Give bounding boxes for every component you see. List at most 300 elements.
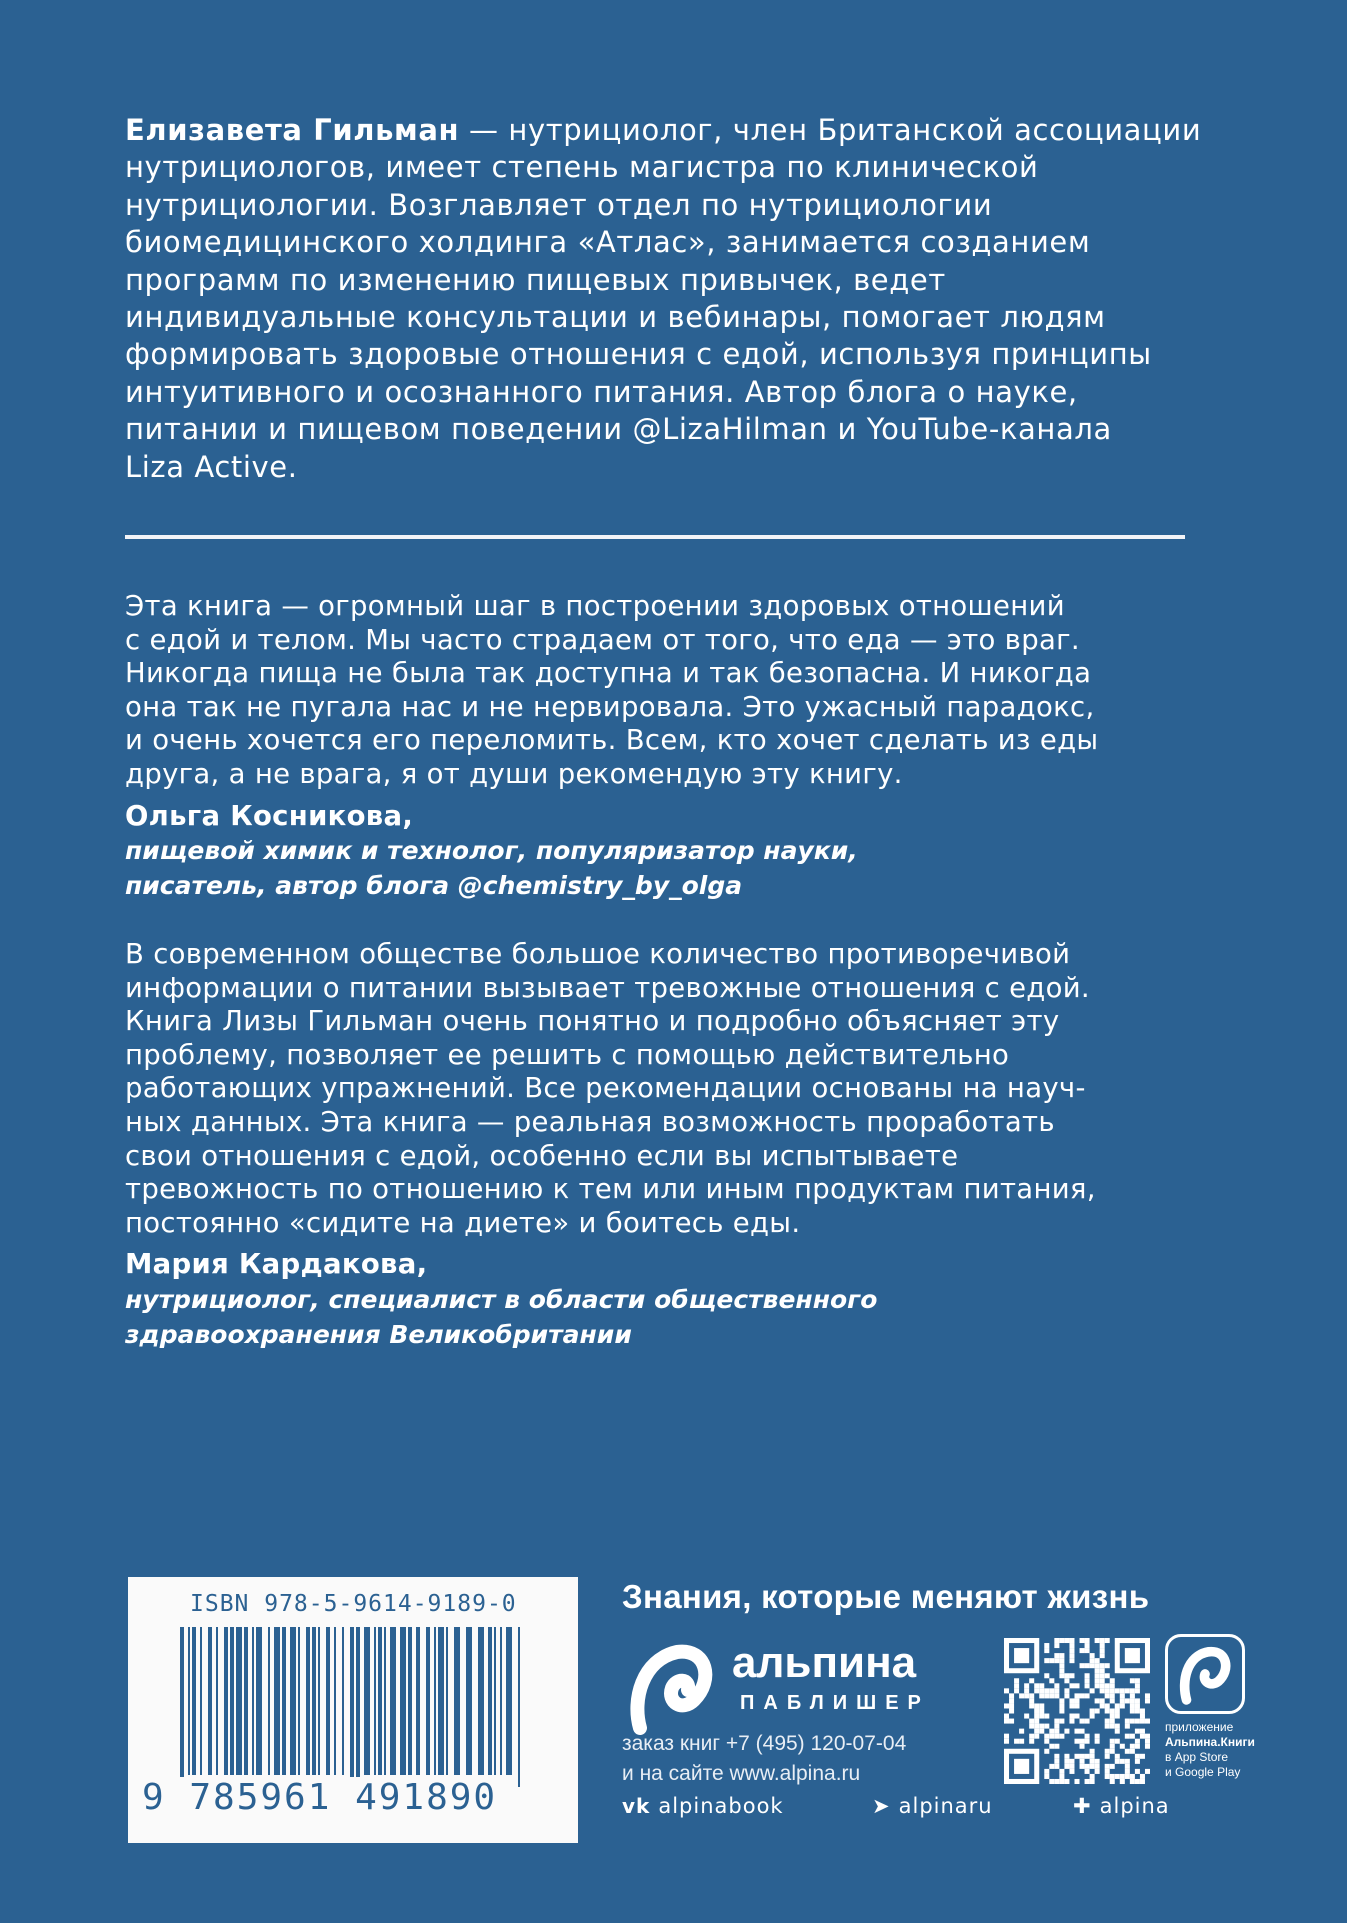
qr-module [1039, 1693, 1044, 1698]
barcode-bar [478, 1627, 484, 1775]
qr-module [1110, 1764, 1115, 1769]
reviewer-name: Ольга Косникова, [125, 799, 414, 832]
qr-module [1080, 1739, 1085, 1744]
bio-line: нутрициологии. Возглавляет отдел по нутрициологии [125, 187, 993, 222]
qr-module [1090, 1749, 1095, 1754]
qr-module [1140, 1754, 1145, 1759]
qr-module [1059, 1769, 1064, 1774]
qr-module [1085, 1779, 1090, 1784]
qr-module [1105, 1688, 1110, 1693]
author-bio [125, 112, 1205, 486]
qr-module [1004, 1688, 1009, 1693]
app-line: приложение [1165, 1720, 1234, 1734]
qr-module [1095, 1683, 1100, 1688]
qr-module [1130, 1774, 1135, 1779]
barcode-bar [342, 1627, 344, 1775]
qr-module [1074, 1739, 1079, 1744]
qr-module [1054, 1643, 1059, 1648]
qr-module [1024, 1693, 1029, 1698]
barcode-bar [466, 1627, 472, 1775]
qr-module [1080, 1719, 1085, 1724]
barcode-bar [200, 1627, 202, 1775]
quote-line: В современном обществе большое количество противоречивой [125, 938, 1071, 970]
qr-module [1029, 1698, 1034, 1703]
barcode [128, 1577, 578, 1843]
quote-line: Книга Лизы Гильман очень понятно и подробно объясняет эту [125, 1005, 1060, 1038]
app-icon[interactable] [1165, 1634, 1245, 1714]
barcode-bar [244, 1627, 248, 1775]
barcode-number: 9 785961 491890 [142, 1777, 498, 1818]
qr-module [1059, 1734, 1064, 1739]
qr-module [1054, 1653, 1059, 1658]
qr-module [1110, 1749, 1115, 1754]
qr-module [1085, 1719, 1090, 1724]
qr-module [1090, 1653, 1095, 1658]
qr-module [1130, 1703, 1135, 1708]
qr-module [1004, 1719, 1009, 1724]
qr-module [1110, 1708, 1115, 1713]
qr-module [1069, 1683, 1074, 1688]
qr-module [1095, 1764, 1100, 1769]
qr-module [1125, 1769, 1130, 1774]
qr-module [1100, 1653, 1105, 1658]
qr-module [1130, 1708, 1135, 1713]
vk-icon: vk [622, 1794, 651, 1818]
qr-module [1059, 1703, 1064, 1708]
qr-module [1130, 1779, 1135, 1784]
qr-module [1049, 1658, 1054, 1663]
qr-module [1034, 1734, 1039, 1739]
quote-line: свои отношения с едой, особенно если вы испытываете [125, 1139, 959, 1172]
qr-module [1120, 1693, 1125, 1698]
qr-module [1135, 1779, 1140, 1784]
qr-module [1059, 1638, 1064, 1643]
qr-module [1080, 1764, 1085, 1769]
bio-line: биомедицинского холдинга «Атлас», занимается созданием [125, 225, 1091, 260]
qr-module [1090, 1688, 1095, 1693]
qr-module [1135, 1698, 1140, 1703]
bio-line: интуитивного и осознанного питания. Автор блога о науке, [125, 374, 1078, 409]
qr-module [1054, 1658, 1059, 1663]
qr-module [1029, 1719, 1034, 1724]
qr-module [1074, 1754, 1079, 1759]
qr-module [1115, 1724, 1120, 1729]
qr-module [1059, 1673, 1064, 1678]
qr-module [1095, 1658, 1100, 1663]
app-promo [1165, 1720, 1255, 1780]
qr-module [1130, 1734, 1135, 1739]
qr-module [1100, 1638, 1105, 1643]
qr-module [1135, 1769, 1140, 1774]
qr-module [1074, 1703, 1079, 1708]
phone-line: заказ книг +7 (495) 120-07-04 [622, 1732, 907, 1755]
qr-module [1069, 1759, 1074, 1764]
qr-module [1044, 1648, 1049, 1653]
qr-module [1080, 1754, 1085, 1759]
barcode-bar [350, 1627, 354, 1787]
qr-module [1105, 1663, 1110, 1668]
qr-module [1095, 1673, 1100, 1678]
qr-module [1049, 1678, 1054, 1683]
review-2 [125, 938, 1205, 1352]
qr-module [1085, 1673, 1090, 1678]
brand-name: альпина [732, 1638, 917, 1687]
qr-module [1085, 1678, 1090, 1683]
qr-module [1125, 1688, 1130, 1693]
qr-module [1115, 1708, 1120, 1713]
qr-module [1080, 1663, 1085, 1668]
app-line: Альпина.Книги [1165, 1735, 1255, 1749]
bio-text: — нутрициолог, член Британской ассоциации [459, 113, 1202, 147]
qr-module [1054, 1638, 1059, 1643]
qr-module [1044, 1769, 1049, 1774]
qr-module [1120, 1774, 1125, 1779]
qr-module [1039, 1683, 1044, 1688]
barcode-bar [416, 1627, 420, 1775]
qr-module [1135, 1744, 1140, 1749]
qr-module [1034, 1703, 1039, 1708]
social-label: alpina [1099, 1794, 1170, 1818]
qr-module [1009, 1698, 1014, 1703]
qr-module [1115, 1739, 1120, 1744]
qr-module [1115, 1714, 1120, 1719]
barcode-bar [364, 1627, 370, 1775]
qr-module [1029, 1739, 1034, 1744]
barcode-bar [216, 1627, 218, 1775]
qr-module [1039, 1688, 1044, 1693]
qr-module [1140, 1719, 1145, 1724]
qr-module [1125, 1764, 1130, 1769]
qr-module [1125, 1719, 1130, 1724]
qr-module [1095, 1708, 1100, 1713]
qr-module [1110, 1693, 1115, 1698]
barcode-bar [374, 1627, 376, 1775]
qr-module [1130, 1698, 1135, 1703]
qr-module [1130, 1719, 1135, 1724]
barcode-bar [306, 1627, 310, 1775]
qr-module [1125, 1724, 1130, 1729]
reviewer-role: писатель, автор блога @chemistry_by_olga [125, 871, 743, 901]
qr-module [1059, 1774, 1064, 1779]
author-name: Елизавета Гильман [125, 113, 460, 147]
barcode-bar [298, 1627, 300, 1775]
qr-module [1135, 1759, 1140, 1764]
qr-module [1100, 1668, 1105, 1673]
qr-module [1140, 1774, 1145, 1779]
qr-module [1135, 1719, 1140, 1724]
barcode-bar [494, 1627, 496, 1775]
qr-module [1044, 1673, 1049, 1678]
qr-module [1049, 1734, 1054, 1739]
qr-module [1105, 1749, 1110, 1754]
qr-module [1069, 1673, 1074, 1678]
quote-line: тревожность по отношению к тем или иным продуктам питания, [125, 1173, 1096, 1206]
qr-module [1029, 1724, 1034, 1729]
qr-module [1140, 1734, 1145, 1739]
publisher-tagline: Знания, которые меняют жизнь [622, 1578, 1150, 1615]
qr-module [1090, 1774, 1095, 1779]
qr-module [1110, 1739, 1115, 1744]
qr-module [1110, 1698, 1115, 1703]
qr-module [1054, 1779, 1059, 1784]
social-label: alpinabook [658, 1794, 784, 1818]
qr-module [1145, 1734, 1150, 1739]
barcode-bar [256, 1627, 262, 1775]
qr-module [1095, 1678, 1100, 1683]
qr-module [1130, 1693, 1135, 1698]
barcode-bar [454, 1627, 460, 1775]
qr-module [1059, 1658, 1064, 1663]
qr-module [1080, 1759, 1085, 1764]
bio-line [125, 112, 1205, 149]
qr-module [1080, 1729, 1085, 1734]
qr-module [1034, 1724, 1039, 1729]
qr-module [1039, 1729, 1044, 1734]
qr-module [1090, 1658, 1095, 1663]
qr-module [1080, 1648, 1085, 1653]
divider [125, 535, 1185, 539]
qr-module [1145, 1719, 1150, 1724]
qr-module [1049, 1729, 1054, 1734]
quote-line: работающих упражнений. Все рекомендации основаны на науч- [125, 1072, 1086, 1105]
qr-module [1140, 1714, 1145, 1719]
quote-line: проблему, позволяет ее решить с помощью действительно [125, 1038, 1010, 1071]
qr-module [1105, 1719, 1110, 1724]
qr-module [1135, 1754, 1140, 1759]
qr-module [1074, 1714, 1079, 1719]
qr-module [1125, 1648, 1140, 1663]
qr-module [1105, 1764, 1110, 1769]
barcode-bar [408, 1627, 412, 1775]
bio-line: индивидуальные консультации и вебинары, помогает людям [125, 300, 1106, 335]
qr-module [1145, 1739, 1150, 1744]
qr-module [1120, 1703, 1125, 1708]
barcode-bar [518, 1627, 520, 1787]
qr-module [1115, 1703, 1120, 1708]
qr-module [1019, 1739, 1024, 1744]
qr-module [1074, 1683, 1079, 1688]
qr-module [1004, 1734, 1009, 1739]
qr-module [1110, 1719, 1115, 1724]
qr-module [1085, 1764, 1090, 1769]
barcode-bar [236, 1627, 242, 1775]
qr-module [1105, 1683, 1110, 1688]
reviewer-name: Мария Кардакова, [125, 1248, 428, 1281]
qr-module [1110, 1683, 1115, 1688]
barcode-bar [326, 1627, 330, 1775]
barcode-bar [252, 1627, 254, 1775]
reviewer-role: пищевой химик и технолог, популяризатор науки, [125, 836, 858, 866]
barcode-bar [224, 1627, 228, 1775]
barcode-bar [434, 1627, 436, 1775]
qr-module [1064, 1693, 1069, 1698]
bio-line: питании и пищевом поведении @LizaHilman и YouTube-канала [125, 412, 1112, 447]
social-telegram[interactable] [872, 1794, 993, 1818]
qr-module [1059, 1779, 1064, 1784]
qr-module [1115, 1774, 1120, 1779]
qr-module [1085, 1693, 1090, 1698]
qr-module [1024, 1683, 1029, 1688]
qr-module [1039, 1724, 1044, 1729]
barcode-bar [438, 1627, 444, 1775]
qr-module [1090, 1779, 1095, 1784]
qr-module [1054, 1754, 1059, 1759]
qr-module [1069, 1658, 1074, 1663]
alpina-logo-icon [622, 1640, 722, 1740]
qr-module [1120, 1698, 1125, 1703]
social-vk[interactable] [622, 1794, 784, 1818]
qr-module [1064, 1673, 1069, 1678]
barcode-bar [356, 1627, 360, 1787]
qr-module [1105, 1703, 1110, 1708]
qr-module [1069, 1714, 1074, 1719]
qr-module [1125, 1749, 1130, 1754]
barcode-bar [318, 1627, 320, 1775]
qr-module [1120, 1779, 1125, 1784]
barcode-bar [334, 1627, 336, 1775]
qr-module [1080, 1693, 1085, 1698]
publisher-logo [622, 1640, 952, 1735]
quote-line: постоянно «сидите на диете» и боитесь еды. [125, 1206, 801, 1239]
social-other[interactable] [1073, 1794, 1170, 1818]
social-icon: ✚ [1073, 1794, 1092, 1818]
qr-module [1054, 1734, 1059, 1739]
qr-module [1105, 1708, 1110, 1713]
quote-line: друга, а не врага, я от души рекомендую эту книгу. [125, 757, 903, 790]
qr-module [1009, 1703, 1014, 1708]
qr-module [1074, 1693, 1079, 1698]
quote-line: и очень хочется его переломить. Всем, кто хочет сделать из еды [125, 724, 1099, 757]
barcode-bar [274, 1627, 280, 1775]
qr-module [1034, 1688, 1039, 1693]
qr-module [1064, 1678, 1069, 1683]
qr-module [1110, 1714, 1115, 1719]
barcode-bar [426, 1627, 430, 1775]
qr-module [1090, 1708, 1095, 1713]
qr-module [1034, 1708, 1039, 1713]
barcode-bar [500, 1627, 502, 1775]
qr-module [1039, 1703, 1044, 1708]
qr-module [1120, 1688, 1125, 1693]
quote-line: с едой и телом. Мы часто страдаем от того, что еда — это враг. [125, 623, 1080, 656]
quote-line: она так не пугала нас и не нервировала. Это ужасный парадокс, [125, 690, 1095, 723]
qr-module [1039, 1714, 1044, 1719]
barcode-bar [488, 1627, 492, 1775]
review-1 [125, 590, 1205, 903]
qr-module [1100, 1683, 1105, 1688]
qr-module [1095, 1668, 1100, 1673]
qr-module [1105, 1774, 1110, 1779]
qr-module [1110, 1688, 1115, 1693]
qr-module [1080, 1638, 1085, 1643]
qr-module [1014, 1683, 1019, 1688]
qr-module [1120, 1759, 1125, 1764]
qr-module [1100, 1663, 1105, 1668]
qr-module [1110, 1744, 1115, 1749]
qr-module [1054, 1744, 1059, 1749]
qr-module [1054, 1759, 1059, 1764]
qr-module [1130, 1688, 1135, 1693]
qr-module [1085, 1769, 1090, 1774]
barcode-bar [188, 1627, 190, 1775]
qr-module [1014, 1759, 1029, 1774]
qr-module [1095, 1698, 1100, 1703]
qr-module [1090, 1663, 1095, 1668]
qr-module [1110, 1779, 1115, 1784]
barcode-bar [192, 1627, 196, 1775]
qr-module [1004, 1739, 1009, 1744]
qr-module [1100, 1643, 1105, 1648]
qr-module [1044, 1749, 1049, 1754]
qr-module [1059, 1698, 1064, 1703]
qr-module [1019, 1729, 1024, 1734]
qr-module [1014, 1648, 1029, 1663]
qr-module [1069, 1643, 1074, 1648]
qr-module [1085, 1663, 1090, 1668]
quote-line: Никогда пища не была так доступна и так безопасна. И никогда [125, 657, 1092, 690]
qr-module [1059, 1708, 1064, 1713]
bio-line: Liza Active. [125, 449, 298, 484]
qr-module [1059, 1663, 1064, 1668]
qr-module [1054, 1693, 1059, 1698]
qr-module [1069, 1764, 1074, 1769]
qr-module [1100, 1688, 1105, 1693]
qr-module [1019, 1693, 1024, 1698]
qr-module [1024, 1714, 1029, 1719]
qr-module [1085, 1683, 1090, 1688]
quote-line: информации о питании вызывает тревожные отношения с едой. [125, 971, 1090, 1004]
barcode-bar [312, 1627, 316, 1775]
barcode-bar [506, 1627, 512, 1775]
qr-code[interactable] [1003, 1638, 1151, 1784]
qr-module [1080, 1744, 1085, 1749]
qr-module [1125, 1774, 1130, 1779]
qr-module [1105, 1724, 1110, 1729]
bio-line: формировать здоровые отношения с едой, используя принципы [125, 337, 1152, 372]
qr-module [1029, 1678, 1034, 1683]
site-line[interactable]: и на сайте www.alpina.ru [622, 1762, 861, 1785]
qr-module [1110, 1774, 1115, 1779]
qr-module [1044, 1734, 1049, 1739]
qr-module [1049, 1693, 1054, 1698]
bio-line: нутрициологов, имеет степень магистра по клинической [125, 150, 1039, 185]
qr-module [1034, 1719, 1039, 1724]
qr-module [1059, 1719, 1064, 1724]
qr-module [1115, 1759, 1120, 1764]
qr-module [1009, 1708, 1014, 1713]
barcode-bar [180, 1627, 184, 1787]
qr-module [1029, 1703, 1034, 1708]
qr-module [1100, 1678, 1105, 1683]
qr-module [1105, 1638, 1110, 1643]
qr-module [1115, 1688, 1120, 1693]
qr-module [1034, 1714, 1039, 1719]
qr-module [1135, 1678, 1140, 1683]
qr-module [1064, 1764, 1069, 1769]
qr-module [1044, 1693, 1049, 1698]
qr-module [1074, 1779, 1079, 1784]
qr-module [1130, 1678, 1135, 1683]
qr-module [1135, 1729, 1140, 1734]
qr-module [1044, 1724, 1049, 1729]
qr-module [1095, 1769, 1100, 1774]
qr-module [1105, 1673, 1110, 1678]
qr-module [1095, 1638, 1100, 1643]
barcode-bars [180, 1627, 530, 1787]
qr-module [1120, 1744, 1125, 1749]
barcode-bar [230, 1627, 234, 1775]
qr-module [1049, 1779, 1054, 1784]
